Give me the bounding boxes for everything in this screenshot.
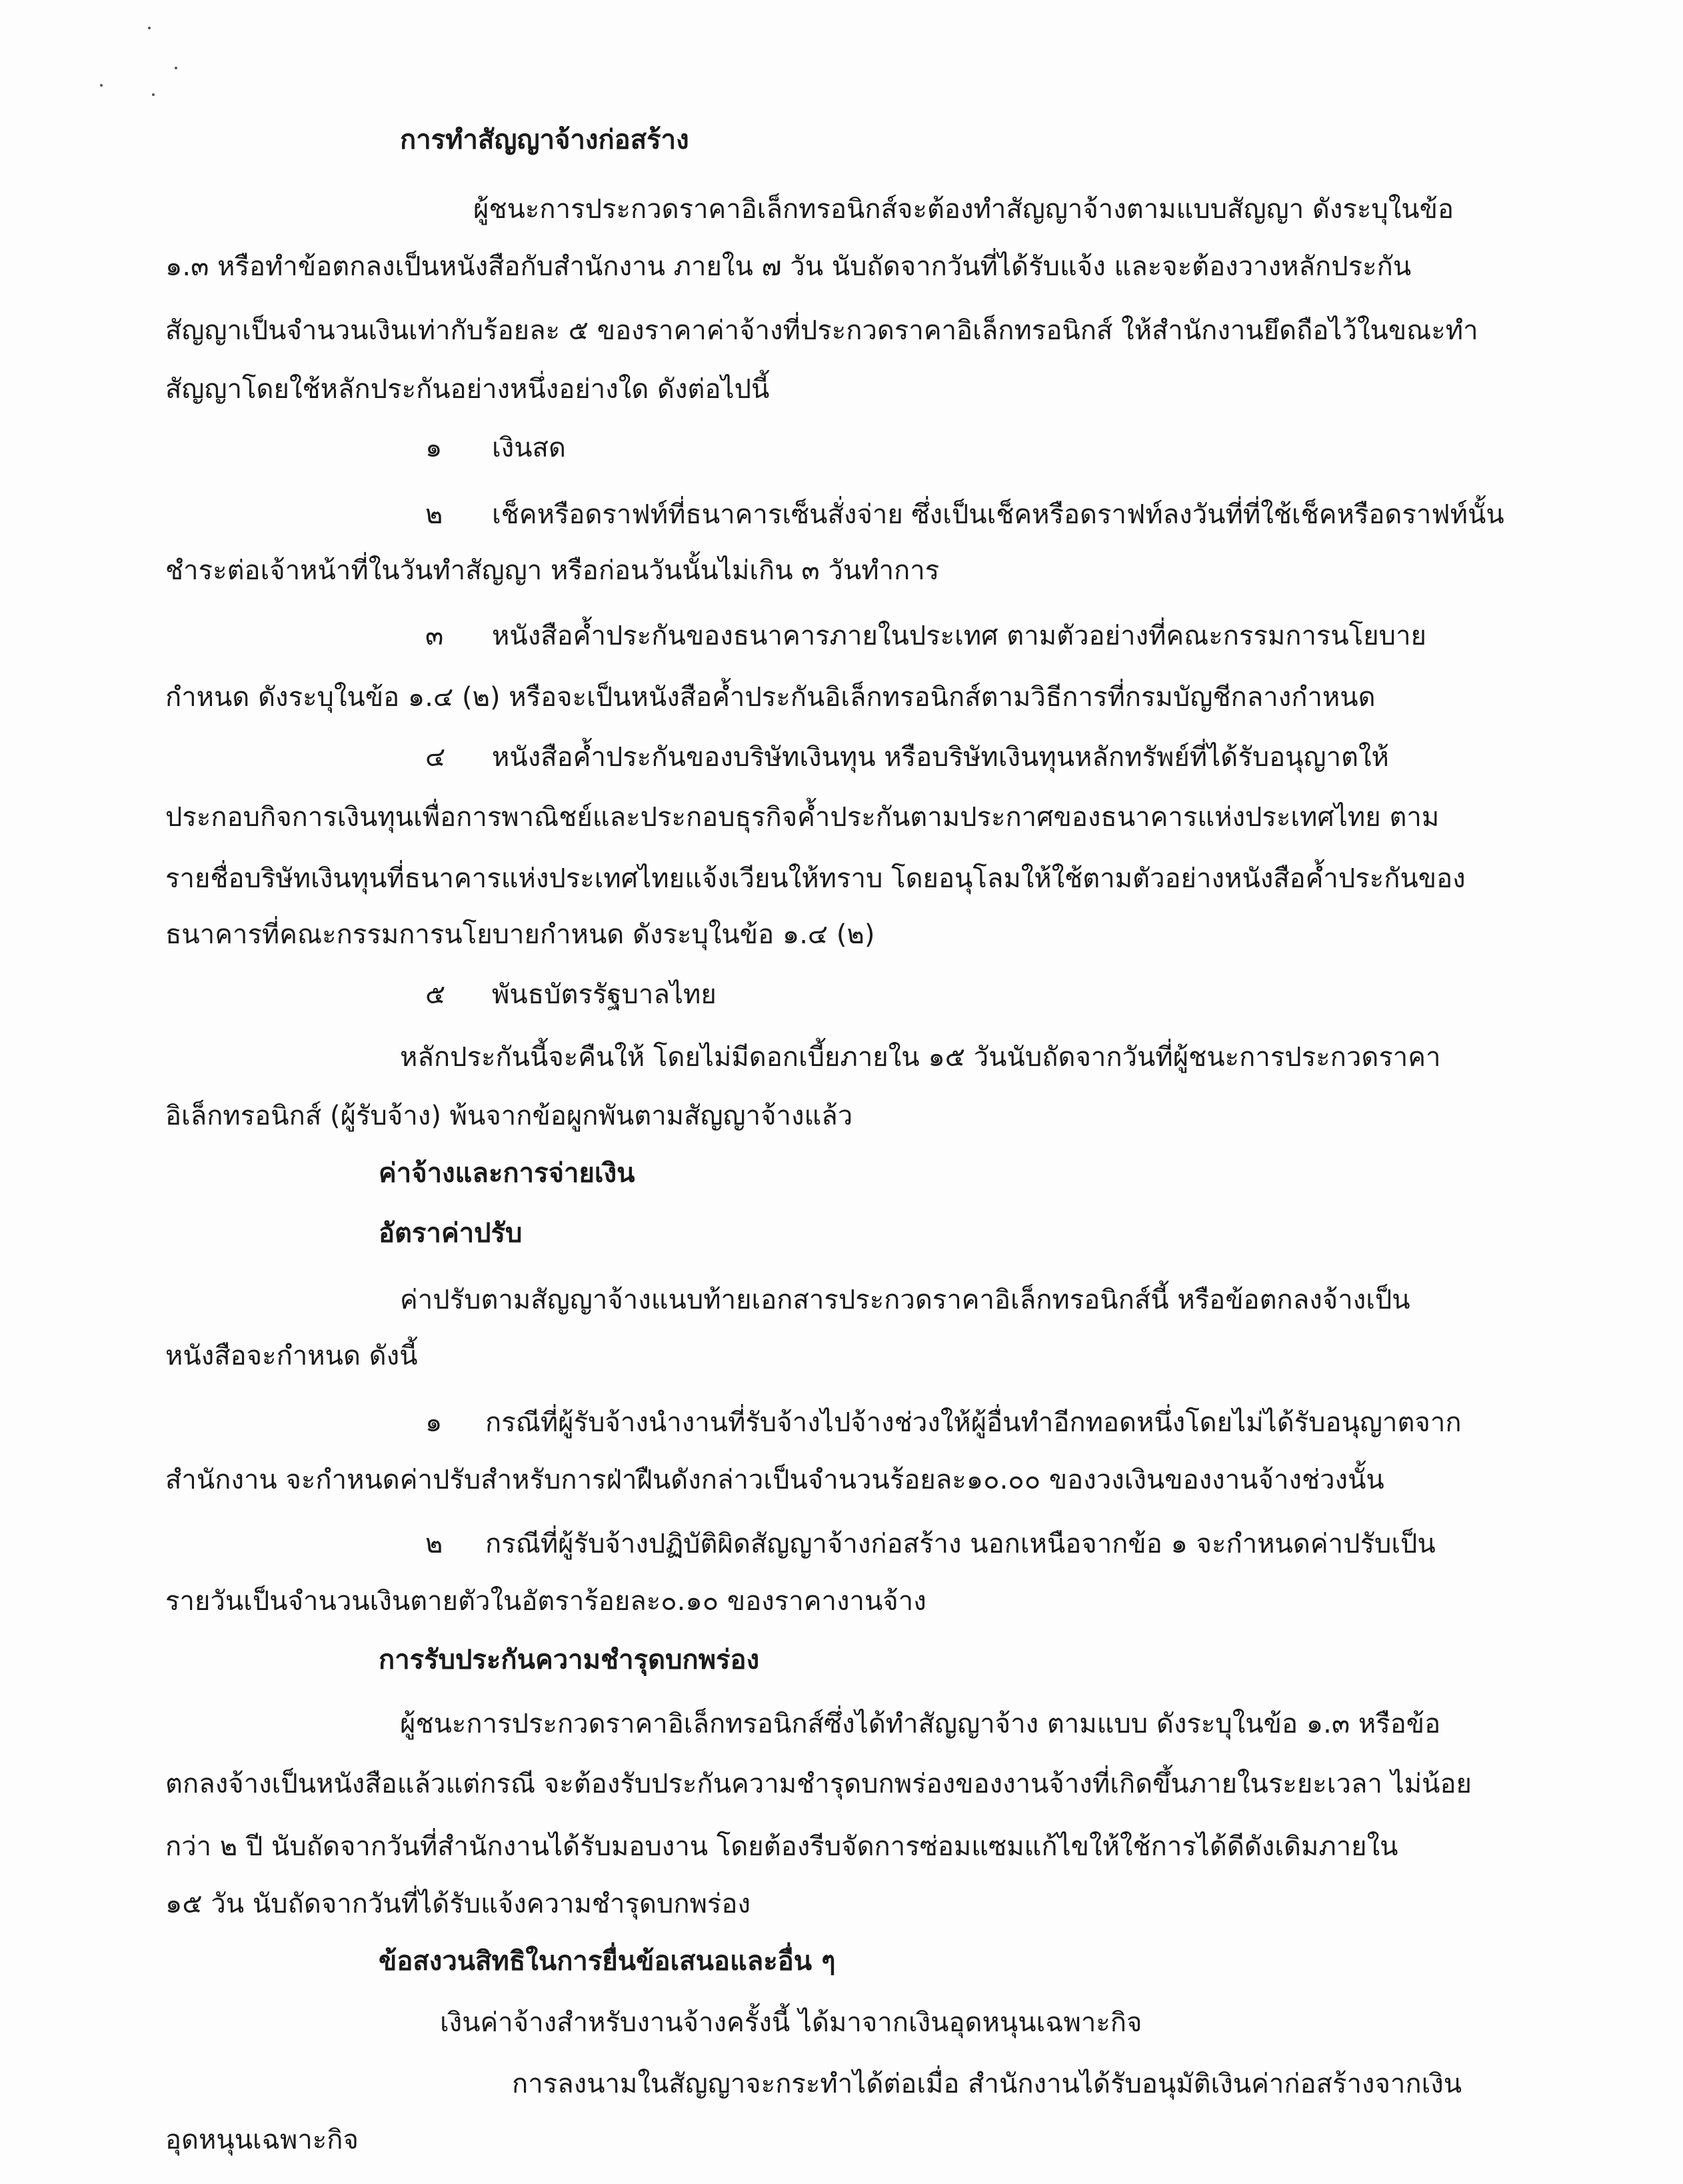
- list-item-text: พันธบัตรรัฐบาลไทย: [492, 979, 717, 1010]
- section-heading-reservation-of-rights: ข้อสงวนสิทธิในการยื่นข้อเสนอและอื่น ๆ: [379, 1946, 836, 1977]
- list-item-number: ๑: [425, 1407, 443, 1438]
- list-item-number: ๒: [425, 1529, 443, 1559]
- list-item-text: หนังสือค้ำประกันของบริษัทเงินทุน หรือบริษัทเงินทุนหลักทรัพย์ที่ได้รับอนุญาตให้: [492, 742, 1389, 773]
- list-item-text: กำหนด ดังระบุในข้อ ๑.๔ (๒) หรือจะเป็นหนังสือค้ำประกันอิเล็กทรอนิกส์ตามวิธีการที่กรมบัญชีกลางกำหนด: [165, 682, 1376, 713]
- paragraph-line: อิเล็กทรอนิกส์ (ผู้รับจ้าง) พ้นจากข้อผูกพันตามสัญญาจ้างแล้ว: [165, 1101, 853, 1131]
- section-heading-warranty: การรับประกันความชำรุดบกพร่อง: [379, 1645, 760, 1675]
- paragraph-line: เงินค่าจ้างสำหรับงานจ้างครั้งนี้ ได้มาจากเงินอุดหนุนเฉพาะกิจ: [440, 2007, 1142, 2038]
- list-item-text: สำนักงาน จะกำหนดค่าปรับสำหรับการฝ่าฝืนดังกล่าวเป็นจำนวนร้อยละ๑๐.๐๐ ของวงเงินของงานจ้างช่วงนั้น: [165, 1465, 1384, 1495]
- list-item-number: ๑: [425, 433, 443, 463]
- list-item-text: ประกอบกิจการเงินทุนเพื่อการพาณิชย์และประกอบธุรกิจค้ำประกันตามประกาศของธนาคารแห่งประเทศไทย ตาม: [165, 802, 1440, 833]
- paragraph-line: ค่าปรับตามสัญญาจ้างแนบท้ายเอกสารประกวดราคาอิเล็กทรอนิกส์นี้ หรือข้อตกลงจ้างเป็น: [400, 1285, 1410, 1315]
- list-item-number: ๓: [425, 621, 444, 651]
- list-item-text: เงินสด: [492, 433, 566, 463]
- list-item-number: ๒: [425, 499, 443, 530]
- list-item-text: หนังสือค้ำประกันของธนาคารภายในประเทศ ตามตัวอย่างที่คณะกรรมการนโยบาย: [492, 621, 1426, 651]
- paragraph-line: ๑๕ วัน นับถัดจากวันที่ได้รับแจ้งความชำรุดบกพร่อง: [165, 1889, 751, 1919]
- list-item-text: รายชื่อบริษัทเงินทุนที่ธนาคารแห่งประเทศไทยแจ้งเวียนให้ทราบ โดยอนุโลมให้ใช้ตามตัวอย่างหนังสือค้ำประกันของ: [165, 863, 1466, 894]
- paragraph-line: สัญญาโดยใช้หลักประกันอย่างหนึ่งอย่างใด ดังต่อไปนี้: [165, 374, 770, 405]
- list-item-number: ๕: [425, 979, 446, 1010]
- scan-speck: [100, 84, 103, 87]
- list-item-number: ๔: [425, 742, 446, 773]
- paragraph-line: หลักประกันนี้จะคืนให้ โดยไม่มีดอกเบี้ยภายใน ๑๕ วันนับถัดจากวันที่ผู้ชนะการประกวดราคา: [400, 1042, 1441, 1073]
- list-item-text: ธนาคารที่คณะกรรมการนโยบายกำหนด ดังระบุในข้อ ๑.๔ (๒): [165, 919, 875, 950]
- list-item-text: ชำระต่อเจ้าหน้าที่ในวันทำสัญญา หรือก่อนวันนั้นไม่เกิน ๓ วันทำการ: [165, 555, 940, 586]
- section-heading-construction-contract: การทำสัญญาจ้างก่อสร้าง: [400, 125, 689, 155]
- paragraph-line: อุดหนุนเฉพาะกิจ: [165, 2125, 359, 2155]
- paragraph-line: ๑.๓ หรือทำข้อตกลงเป็นหนังสือกับสำนักงาน ภายใน ๗ วัน นับถัดจากวันที่ได้รับแจ้ง และจะต้องวางหลักประกัน: [165, 251, 1412, 282]
- scan-speck: [148, 27, 151, 29]
- paragraph-line: ผู้ชนะการประกวดราคาอิเล็กทรอนิกส์จะต้องทำสัญญาจ้างตามแบบสัญญา ดังระบุในข้อ: [473, 194, 1454, 225]
- paragraph-line: การลงนามในสัญญาจะกระทำได้ต่อเมื่อ สำนักงานได้รับอนุมัติเงินค่าก่อสร้างจากเงิน: [512, 2069, 1462, 2099]
- paragraph-line: ผู้ชนะการประกวดราคาอิเล็กทรอนิกส์ซึ่งได้ทำสัญญาจ้าง ตามแบบ ดังระบุในข้อ ๑.๓ หรือข้อ: [400, 1709, 1441, 1739]
- list-item-text: รายวันเป็นจำนวนเงินตายตัวในอัตราร้อยละ๐.๑๐ ของราคางานจ้าง: [165, 1586, 926, 1617]
- paragraph-line: หนังสือจะกำหนด ดังนี้: [165, 1341, 418, 1371]
- paragraph-line: ตกลงจ้างเป็นหนังสือแล้วแต่กรณี จะต้องรับประกันความชำรุดบกพร่องของงานจ้างที่เกิดขึ้นภายในระยะเวลา ไม่น้อย: [165, 1769, 1472, 1799]
- scan-speck: [175, 67, 177, 69]
- paragraph-line: สัญญาเป็นจำนวนเงินเท่ากับร้อยละ ๕ ของราคาค่าจ้างที่ประกวดราคาอิเล็กทรอนิกส์ ให้สำนักงานยึดถือไว้ในขณะทำ: [165, 315, 1478, 346]
- list-item-text: เช็คหรือดราฟท์ที่ธนาคารเซ็นสั่งจ่าย ซึ่งเป็นเช็คหรือดราฟท์ลงวันที่ที่ใช้เช็คหรือดราฟท์นั้น: [492, 499, 1504, 530]
- section-heading-penalty-rate: อัตราค่าปรับ: [379, 1218, 523, 1249]
- list-item-text: กรณีที่ผู้รับจ้างปฏิบัติผิดสัญญาจ้างก่อสร้าง นอกเหนือจากข้อ ๑ จะกำหนดค่าปรับเป็น: [485, 1529, 1436, 1559]
- section-heading-payment: ค่าจ้างและการจ่ายเงิน: [379, 1158, 635, 1189]
- scan-speck: [152, 93, 155, 96]
- paragraph-line: กว่า ๒ ปี นับถัดจากวันที่สำนักงานได้รับมอบงาน โดยต้องรีบจัดการซ่อมแซมแก้ไขให้ใช้การได้ดีดังเดิมภายใน: [165, 1831, 1398, 1862]
- list-item-text: กรณีที่ผู้รับจ้างนำงานที่รับจ้างไปจ้างช่วงให้ผู้อื่นทำอีกทอดหนึ่งโดยไม่ได้รับอนุญาตจาก: [485, 1407, 1462, 1438]
